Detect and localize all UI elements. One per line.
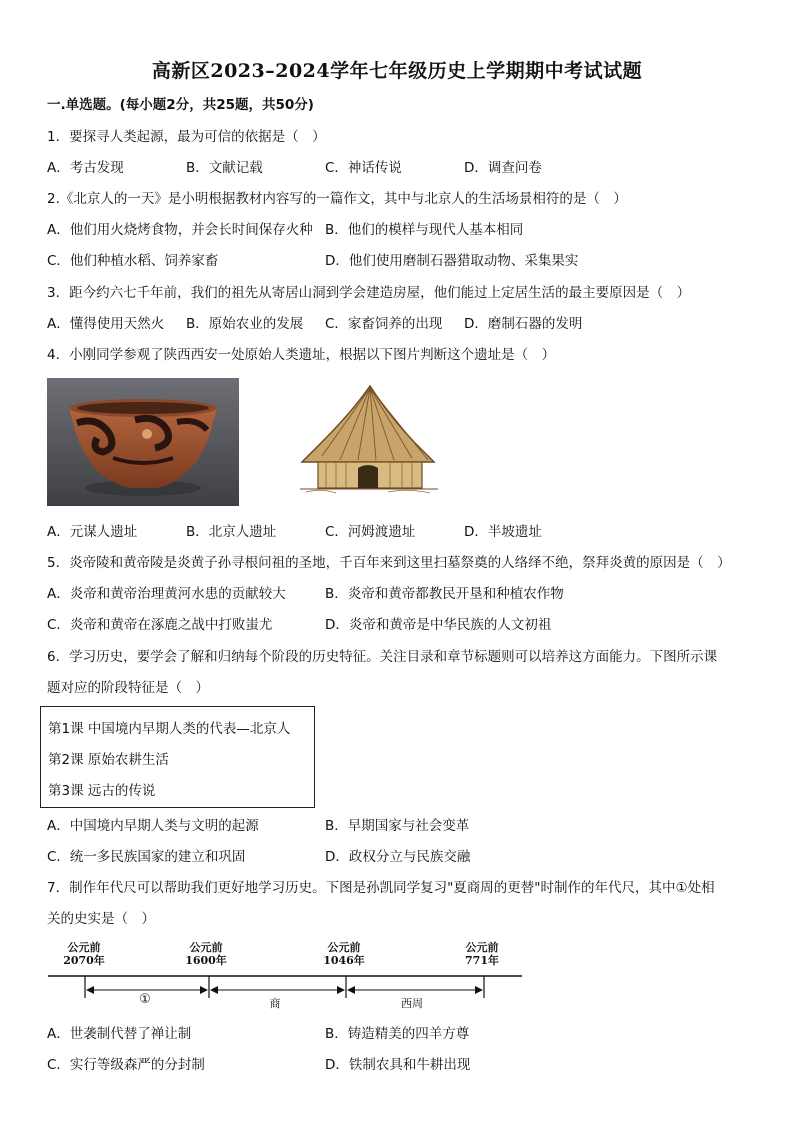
timeline-label-1046: 公元前 1046年: [323, 941, 365, 967]
q4-option-a: A．元谋人遗址: [47, 524, 138, 540]
q6-box-lesson-3: 第3课 远古的传说: [48, 783, 156, 799]
q7-option-d: D．铁制农具和牛耕出现: [325, 1057, 471, 1073]
q3-option-d: D．磨制石器的发明: [464, 316, 583, 332]
q6-stem-line2: 题对应的阶段特征是（ ）: [47, 680, 209, 696]
q3-option-c: C．家畜饲养的出现: [325, 316, 443, 332]
q3-stem: 3．距今约六七千年前，我们的祖先从寄居山洞到学会建造房屋，他们能过上定居生活的最主要原因是（ ）: [47, 285, 691, 301]
q5-option-a: A．炎帝和黄帝治理黄河水患的贡献较大: [47, 586, 286, 602]
thatched-hut-image: [292, 382, 442, 502]
q1-option-c: C．神话传说: [325, 160, 402, 176]
q1-option-b: B．文献记载: [186, 160, 263, 176]
page-title: 高新区2023–2024学年七年级历史上学期期中考试试题: [151, 60, 643, 82]
timeline-label-2070: 公元前 2070年: [63, 941, 105, 967]
q6-box-lesson-2: 第2课 原始农耕生活: [48, 752, 169, 768]
q3-option-a: A．懂得使用天然火: [47, 316, 165, 332]
q1-stem: 1．要探寻人类起源，最为可信的依据是（ ）: [47, 129, 326, 145]
q4-stem: 4．小刚同学参观了陕西西安一处原始人类遗址，根据以下图片判断这个遗址是（ ）: [47, 347, 556, 363]
q6-option-b: B．早期国家与社会变革: [325, 818, 470, 834]
timeline-segment-western-zhou: 西周: [401, 997, 423, 1010]
q5-option-b: B．炎帝和黄帝都教民开垦和种植农作物: [325, 586, 564, 602]
q5-option-d: D．炎帝和黄帝是中华民族的人文初祖: [325, 617, 552, 633]
section-heading: 一.单选题。(每小题2分，共25题，共50分): [47, 97, 314, 113]
timeline-label-1600: 公元前 1600年: [185, 941, 227, 967]
q4-option-d: D．半坡遗址: [464, 524, 542, 540]
q5-option-c: C．炎帝和黄帝在涿鹿之战中打败蚩尤: [47, 617, 273, 633]
q6-box-lesson-1: 第1课 中国境内早期人类的代表—北京人: [48, 721, 291, 737]
q2-stem: 2.《北京人的一天》是小明根据教材内容写的一篇作文，其中与北京人的生活场景相符的是（ ）: [47, 191, 627, 207]
q1-option-d: D．调查问卷: [464, 160, 542, 176]
q7-option-a: A．世袭制代替了禅让制: [47, 1026, 192, 1042]
q6-stem-line1: 6．学习历史，要学会了解和归纳每个阶段的历史特征。关注目录和章节标题则可以培养这方面能力。下图所示课: [47, 649, 718, 665]
q6-contents-box: [40, 706, 315, 808]
q6-option-d: D．政权分立与民族交融: [325, 849, 471, 865]
q6-option-c: C．统一多民族国家的建立和巩固: [47, 849, 246, 865]
q3-option-b: B．原始农业的发展: [186, 316, 304, 332]
timeline-label-771: 公元前 771年: [465, 941, 499, 967]
q7-option-b: B．铸造精美的四羊方尊: [325, 1026, 470, 1042]
q1-option-a: A．考古发现: [47, 160, 124, 176]
timeline-segment-shang: 商: [269, 997, 281, 1010]
q2-option-b: B．他们的模样与现代人基本相同: [325, 222, 524, 238]
q5-stem: 5．炎帝陵和黄帝陵是炎黄子孙寻根问祖的圣地，千百年来到这里扫墓祭奠的人络绎不绝，祭拜炎黄的原因是（ ）: [47, 555, 731, 571]
q6-option-a: A．中国境内早期人类与文明的起源: [47, 818, 259, 834]
q2-option-a: A．他们用火烧烤食物，并会长时间保存火种: [47, 222, 313, 238]
q7-option-c: C．实行等级森严的分封制: [47, 1057, 205, 1073]
q4-option-c: C．河姆渡遗址: [325, 524, 416, 540]
painted-pottery-image: [47, 378, 239, 506]
q7-stem-line2: 关的史实是（ ）: [47, 911, 155, 927]
q7-stem-line1: 7．制作年代尺可以帮助我们更好地学习历史。下图是孙凯同学复习"夏商周的更替"时制作的年代尺，其中①处相: [47, 880, 715, 896]
q2-option-c: C．他们种植水稻、饲养家畜: [47, 253, 219, 269]
timeline-segment-1: ①: [139, 992, 151, 1007]
q4-option-b: B．北京人遗址: [186, 524, 277, 540]
q2-option-d: D．他们使用磨制石器猎取动物、采集果实: [325, 253, 579, 269]
